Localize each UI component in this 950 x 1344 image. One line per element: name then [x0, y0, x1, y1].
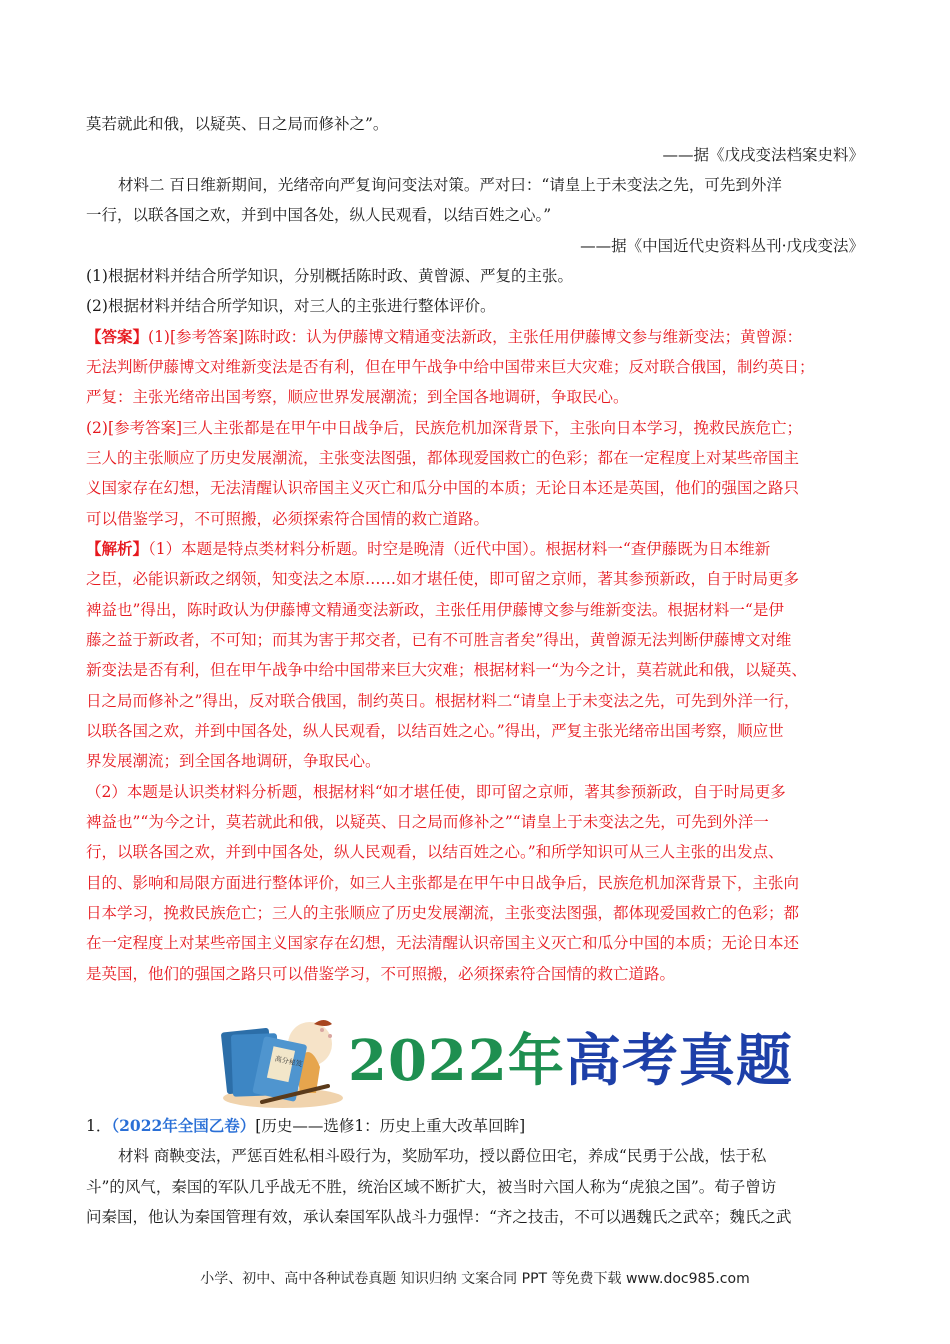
question-material: 问秦国，他认为秦国管理有效，承认秦国军队战斗力强悍：“齐之技击，不可以遇魏氏之武卒；魏氏之武	[86, 1208, 792, 1226]
material-two-text: 材料二 百日维新期间，光绪帝向严复询问变法对策。严对曰：“请皇上于未变法之先，可先到外洋	[118, 176, 782, 194]
answer-line: 无法判断伊藤博文对维新变法是否有利，但在甲午战争中给中国带来巨大灾难；反对联合俄国，制约英日；	[86, 358, 815, 376]
book-cover-text: 高分秘笈	[274, 1054, 304, 1069]
material-one-ending: 莫若就此和俄，以疑英、日之局而修补之”。	[86, 115, 389, 133]
analysis-line: 之臣，必能识新政之纲领，知变法之本原……如才堪任使，即可留之京师，著其参预新政，自于时局更多	[86, 570, 800, 588]
analysis-tag: 【解析】	[86, 539, 149, 558]
source-citation: ——据《中国近代史资料丛刊·戊戌变法》	[580, 237, 864, 255]
banner-heading: 高考真题	[564, 1028, 793, 1094]
analysis-line	[86, 539, 866, 559]
question-material: 斗”的风气，秦国的军队几乎战无不胜，统治区域不断扩大，被当时六国人称为“虎狼之国”。荀子曾访	[86, 1178, 777, 1196]
analysis-line: 日本学习，挽救民族危亡；三人的主张顺应了历史发展潮流，主张变法图强，都体现爱国救亡的色彩；都	[86, 904, 800, 922]
material-two-text: 一行，以联各国之欢，并到中国各处，纵人民观看，以结百姓之心。”	[86, 206, 552, 224]
question-number: 1．	[86, 1117, 112, 1135]
analysis-line: 界发展潮流；到全国各地调研，争取民心。	[86, 752, 381, 770]
analysis-text: （1）本题是特点类材料分析题。时空是晚清（近代中国）。根据材料一“查伊藤既为日本维新	[148, 540, 771, 558]
answer-line: 严复：主张光绪帝出国考察，顺应世界发展潮流；到全国各地调研，争取民心。	[86, 388, 629, 406]
question-1: (1)根据材料并结合所学知识，分别概括陈时政、黄曾源、严复的主张。	[86, 267, 573, 285]
analysis-line: 日之局而修补之”得出，反对联合俄国，制约英日。根据材料二“请皇上于未变法之先，可先到外洋一行，	[86, 692, 800, 710]
analysis-line: 裨益也”“为今之计，莫若就此和俄，以疑英、日之局而修补之”“请皇上于未变法之先，可先到外洋一	[86, 813, 769, 831]
analysis-line: 行，以联各国之欢，并到中国各处，纵人民观看，以结百姓之心。”和所学知识可从三人主张的出发点、	[86, 843, 784, 861]
analysis-line: （2）本题是认识类材料分析题，根据材料“如才堪任使，即可留之京师，著其参预新政，自于时局更多	[86, 783, 786, 801]
source-citation: ——据《戊戌变法档案史料》	[662, 146, 864, 164]
answer-text: (1)[参考答案]陈时政：认为伊藤博文精通变法新政，主张任用伊藤博文参与维新变法；黄曾源：	[148, 328, 803, 346]
question-topic: [历史——选修1：历史上重大改革回眸]	[255, 1117, 526, 1135]
question-source: （2022年全国乙卷）	[111, 1116, 256, 1135]
answer-line: 可以借鉴学习，不可照搬，必须探索符合国情的救亡道路。	[86, 510, 490, 528]
question-material: 材料 商鞅变法，严惩百姓私相斗殴行为，奖励军功，授以爵位田宅，养成“民勇于公战，怯于私	[118, 1147, 767, 1165]
question-2: (2)根据材料并结合所学知识，对三人的主张进行整体评价。	[86, 297, 496, 315]
analysis-line: 新变法是否有利，但在甲午战争中给中国带来巨大灾难；根据材料一“为今之计，莫若就此和俄，以疑英、	[86, 661, 807, 679]
analysis-line: 藤之益于新政者，不可知；而其为害于邦交者，已有不可胜言者矣”得出，黄曾源无法判断伊藤博文对维	[86, 631, 792, 649]
page-footer: 小学、初中、高中各种试卷真题 知识归纳 文案合同 PPT 等免费下载 www.doc985.com	[200, 1271, 750, 1287]
question-header	[86, 1116, 866, 1136]
analysis-line: 裨益也”得出，陈时政认为伊藤博文精通变法新政，主张任用伊藤博文参与维新变法。根据材料一“是伊	[86, 601, 784, 619]
answer-line: 三人的主张顺应了历史发展潮流，主张变法图强，都体现爱国救亡的色彩；都在一定程度上对某些帝国主	[86, 449, 800, 467]
analysis-line: 目的、影响和局限方面进行整体评价，如三人主张都是在甲午中日战争后，民族危机加深背景下，主张向	[86, 874, 800, 892]
banner-title	[348, 1026, 793, 1096]
answer-tag: 【答案】	[86, 327, 149, 346]
answer-line	[86, 327, 866, 347]
answer-line: 义国家存在幻想，无法清醒认识帝国主义灭亡和瓜分中国的本质；无论日本还是英国，他们的强国之路只	[86, 479, 800, 497]
banner-year: 2022年	[348, 1028, 565, 1094]
analysis-line: 是英国，他们的强国之路只可以借鉴学习，不可照搬，必须探索符合国情的救亡道路。	[86, 965, 676, 983]
analysis-line: 以联各国之欢，并到中国各处，纵人民观看，以结百姓之心。”得出，严复主张光绪帝出国考察，顺应世	[86, 722, 784, 740]
books-illustration-icon	[218, 1012, 348, 1112]
analysis-line: 在一定程度上对某些帝国主义国家存在幻想，无法清醒认识帝国主义灭亡和瓜分中国的本质；无论日本还	[86, 934, 800, 952]
answer-line: (2)[参考答案]三人主张都是在甲午中日战争后，民族危机加深背景下，主张向日本学习，挽救民族危亡；	[86, 419, 803, 437]
section-banner	[218, 1012, 793, 1112]
